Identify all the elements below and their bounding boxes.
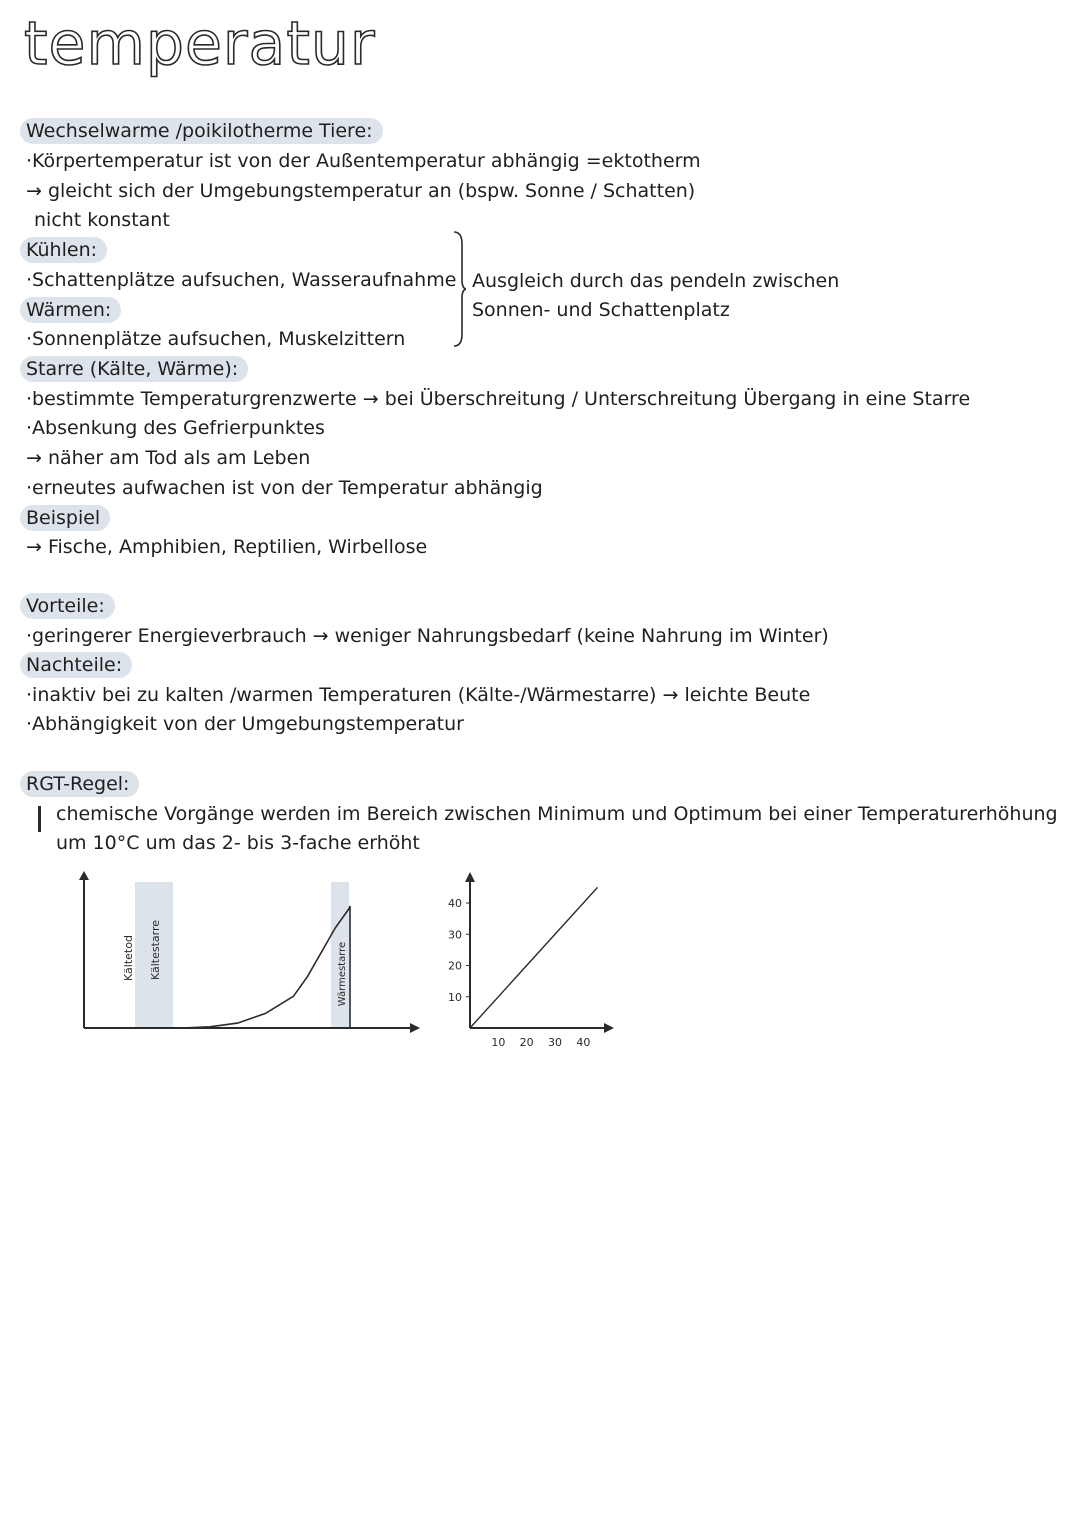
heading-wechselwarm: Wechselwarme /poikilotherme Tiere:: [26, 118, 383, 144]
page-title: temperatur: [24, 9, 376, 79]
text-line: → näher am Tod als am Leben: [26, 447, 311, 469]
quote-bar: [38, 806, 41, 832]
text-line: ·Körpertemperatur ist von der Außentemperatur abhängig =ektotherm: [26, 150, 701, 172]
text-line: ·Abhängigkeit von der Umgebungstemperatur: [26, 713, 464, 735]
x-tick-label: 20: [519, 1036, 534, 1049]
y-tick-label: 20: [448, 959, 462, 973]
text-line: → gleicht sich der Umgebungstemperatur an (bspw. Sonne / Schatten): [26, 180, 696, 202]
x-axis-arrow-icon: [604, 1023, 614, 1033]
linear-chart: [440, 868, 620, 1058]
y-axis-arrow-icon: [465, 872, 475, 882]
y-tick-label: 40: [448, 897, 462, 910]
text-line: ·Schattenplätze aufsuchen, Wasseraufnahme: [26, 269, 457, 291]
side-note-line: Sonnen- und Schattenplatz: [472, 299, 730, 321]
heading-starre: Starre (Kälte, Wärme):: [26, 356, 248, 382]
text-line: ·Sonnenplätze aufsuchen, Muskelzittern: [26, 328, 406, 350]
heading-beispiel: Beispiel: [26, 505, 110, 531]
label-kaeltetod: Kältetod: [122, 935, 135, 981]
heading-nachteile: Nachteile:: [26, 652, 132, 678]
heading-kuehlen: Kühlen:: [26, 237, 107, 263]
text-line: ·geringerer Energieverbrauch → weniger Nahrungsbedarf (keine Nahrung im Winter): [26, 625, 829, 647]
side-note-line: Ausgleich durch das pendeln zwischen: [472, 270, 840, 292]
x-axis-arrow-icon: [410, 1023, 420, 1033]
label-kaeltestarre: Kältestarre: [149, 919, 162, 981]
y-axis-arrow-icon: [79, 871, 89, 880]
text-line: um 10°C um das 2- bis 3-fache erhöht: [56, 832, 420, 854]
tolerance-curve: [154, 906, 350, 1028]
x-tick-label: 40: [576, 1036, 591, 1049]
text-line: chemische Vorgänge werden im Bereich zwischen Minimum und Optimum bei einer Temperaturerhöhung: [56, 803, 1058, 825]
text-line: ·Absenkung des Gefrierpunktes: [26, 417, 325, 439]
label-waermestarre: Wärmestarre: [337, 941, 348, 1007]
y-tick-label: 10: [448, 990, 462, 1004]
text-line: ·inaktiv bei zu kalten /warmen Temperaturen (Kälte-/Wärmestarre) → leichte Beute: [26, 684, 811, 706]
text-line: ·erneutes aufwachen ist von der Temperatur abhängig: [26, 477, 543, 499]
linear-series-line: [470, 887, 598, 1028]
heading-vorteile: Vorteile:: [26, 593, 115, 619]
heading-rgt: RGT-Regel:: [26, 771, 139, 797]
text-line: ·bestimmte Temperaturgrenzwerte → bei Überschreitung / Unterschreitung Übergang in eine Starre: [26, 388, 971, 410]
y-tick-label: 30: [448, 928, 462, 942]
x-tick-label: 30: [548, 1036, 562, 1049]
text-line: → Fische, Amphibien, Reptilien, Wirbellose: [26, 536, 428, 558]
x-tick-label: 10: [491, 1036, 506, 1049]
text-line: nicht konstant: [34, 209, 170, 231]
heading-waermen: Wärmen:: [26, 297, 121, 323]
curly-brace-icon: [452, 230, 466, 348]
tolerance-curve-chart: [70, 868, 430, 1040]
